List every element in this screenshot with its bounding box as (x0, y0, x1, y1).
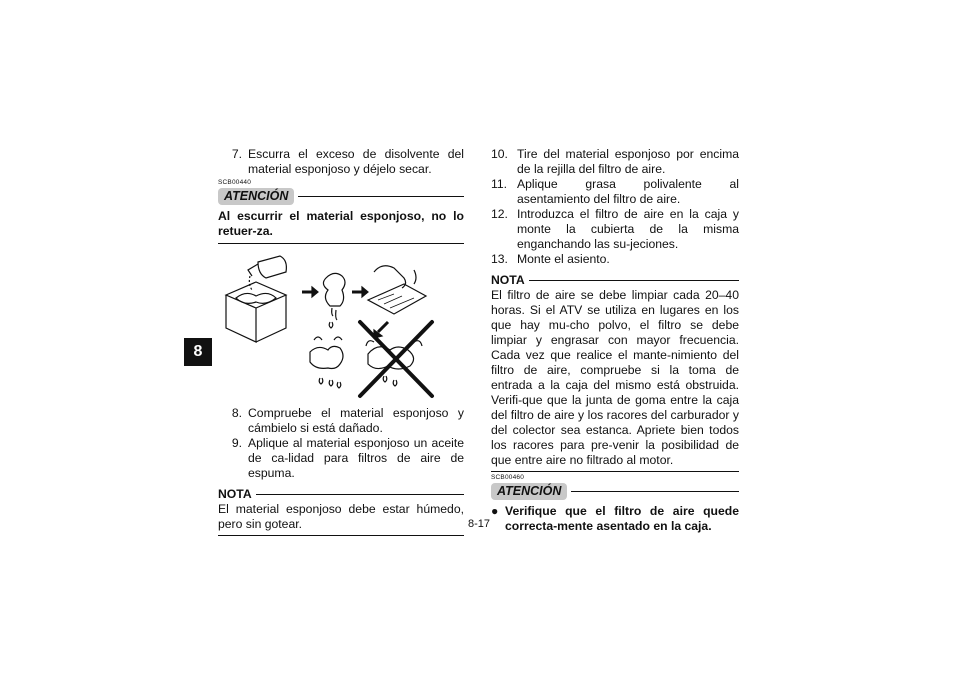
step-13 (491, 252, 739, 267)
step-number: 12. (491, 207, 508, 221)
step-text: Monte el asiento. (517, 252, 610, 266)
step-text: Introduzca el filtro de aire en la caja y monte la cubierta de la misma enganchando las su-jeciones. (517, 207, 739, 251)
step-text: Tire del material esponjoso por encima de la rejilla del filtro de aire. (517, 147, 739, 176)
page-number: 8-17 (468, 518, 491, 530)
caution-header (218, 188, 464, 205)
note-text: El filtro de aire se debe limpiar cada 20–40 horas. Si el ATV se utiliza en lugares en los que hay mu-cho polvo, el filtro se debe limpiar y engrasar con mayor frecuencia. Cada vez que realice el mante-nimiento del filtro de aire, compruebe si la toma de entrada a la caja del mismo está obstruida. Verifi-que que la junta de goma entre la caja del filtro de aire y los racores del carburador y del colector sea estanca. Apriete bien todos los racores para pre-venir la posibilidad de que entre aire no filtrado al motor. (491, 288, 739, 467)
step-9 (218, 436, 464, 481)
bullet-icon: ● (491, 504, 499, 518)
step-number: 7. (231, 147, 242, 161)
note-divider (256, 494, 464, 495)
caution-text: Verifique que el filtro de aire quede correcta-mente asentado en la caja. (505, 504, 739, 533)
caution-divider (298, 196, 464, 197)
note-header (491, 273, 739, 288)
step-text: Escurra el exceso de disolvente del material esponjoso y déjelo secar. (248, 147, 464, 176)
note-label: NOTA (491, 273, 525, 287)
step-number: 8. (231, 406, 242, 420)
caution-label: ATENCIÓN (491, 483, 567, 500)
caution-code: SCB00440 (218, 179, 252, 186)
chapter-tab: 8 (184, 338, 212, 366)
note-divider (529, 280, 739, 281)
step-number: 11. (491, 177, 508, 191)
step-text: Compruebe el material esponjoso y cámbielo si está dañado. (248, 406, 464, 435)
step-number: 9. (231, 436, 242, 450)
caution-header (491, 483, 739, 500)
note-label: NOTA (218, 487, 252, 501)
caution-label: ATENCIÓN (218, 188, 294, 205)
right-column (491, 147, 739, 534)
step-text: Aplique al material esponjoso un aceite de ca-lidad para filtros de aire de espuma. (248, 436, 464, 480)
caution-code: SCB00460 (491, 474, 525, 481)
caution-divider (571, 491, 739, 492)
caution-text: Al escurrir el material esponjoso, no lo retuer-za. (218, 209, 464, 238)
note-end-rule (218, 535, 464, 536)
step-7 (218, 147, 464, 177)
step-text: Aplique grasa polivalente al asentamiento del filtro de aire. (517, 177, 739, 206)
step-8 (218, 406, 464, 436)
step-11 (491, 177, 739, 207)
step-number: 13. (491, 252, 508, 266)
step-12 (491, 207, 739, 252)
note-end-rule (491, 471, 739, 472)
note-text: El material esponjoso debe estar húmedo, pero sin gotear. (218, 502, 464, 531)
step-10 (491, 147, 739, 177)
left-column (218, 147, 464, 536)
sponge-wringing-illustration (218, 250, 464, 400)
note-header (218, 487, 464, 502)
step-number: 10. (491, 147, 508, 161)
caution-end-rule (218, 243, 464, 244)
caution-bullet-item (491, 504, 739, 534)
